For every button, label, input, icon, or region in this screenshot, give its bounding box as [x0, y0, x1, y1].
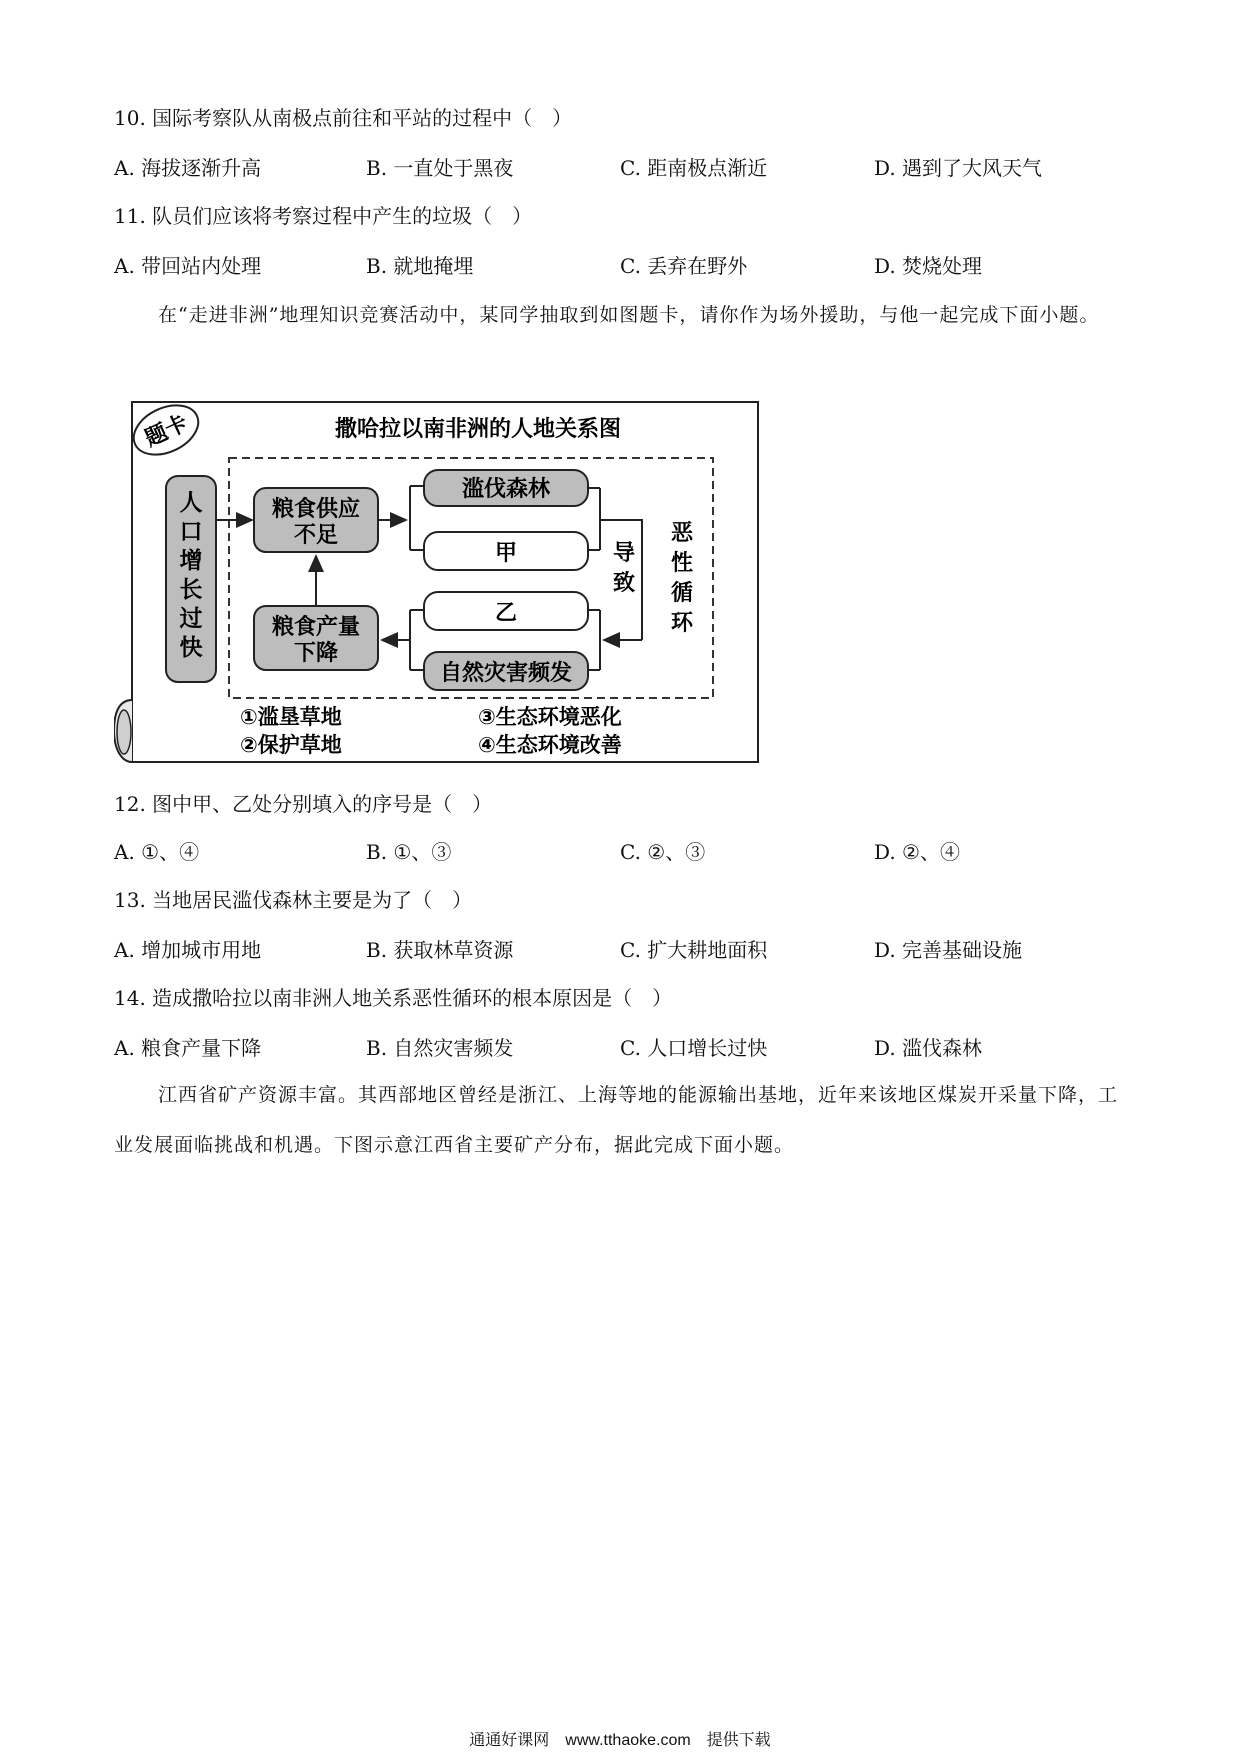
svg-text:致: 致: [612, 571, 636, 596]
question-13-stem: 13. 当地居民滥伐森林主要是为了（ ）: [114, 888, 473, 912]
deforestation-label: 滥伐森林: [461, 477, 551, 502]
jia-label: 甲: [494, 541, 518, 566]
question-11-option-c[interactable]: C. 丢弃在野外: [620, 254, 748, 278]
badge-label: 题卡: [141, 410, 192, 452]
svg-text:长: 长: [179, 577, 203, 603]
question-13-option-a[interactable]: A. 增加城市用地: [114, 938, 262, 962]
question-card-diagram: [114, 400, 762, 766]
card-frame: [132, 402, 758, 762]
svg-text:增: 增: [179, 548, 203, 574]
question-13-option-c[interactable]: C. 扩大耕地面积: [620, 938, 768, 962]
question-13-option-d[interactable]: D. 完善基础设施: [874, 938, 1023, 962]
disasters-label: 自然灾害频发: [439, 661, 573, 686]
svg-text:恶: 恶: [670, 521, 694, 546]
question-10-stem: 10. 国际考察队从南极点前往和平站的过程中（ ）: [114, 106, 573, 130]
question-10-option-d[interactable]: D. 遇到了大风天气: [874, 156, 1043, 180]
svg-text:环: 环: [670, 611, 694, 636]
question-11-option-b[interactable]: B. 就地掩埋: [366, 254, 474, 278]
svg-text:人: 人: [179, 490, 203, 516]
question-10-option-a[interactable]: A. 海拔逐渐升高: [114, 156, 262, 180]
svg-text:不足: 不足: [293, 523, 339, 548]
question-14-option-a[interactable]: A. 粮食产量下降: [114, 1036, 262, 1060]
question-12-option-d[interactable]: D. ②、④: [874, 840, 960, 864]
svg-text:快: 快: [179, 635, 203, 661]
question-11-option-d[interactable]: D. 焚烧处理: [874, 254, 983, 278]
question-11-stem: 11. 队员们应该将考察过程中产生的垃圾（ ）: [114, 204, 533, 228]
question-14-option-b[interactable]: B. 自然灾害频发: [366, 1036, 514, 1060]
svg-text:粮食供应: 粮食供应: [271, 497, 361, 522]
jiangxi-intro-paragraph: 江西省矿产资源丰富。其西部地区曾经是浙江、上海等地的能源输出基地，近年来该地区煤炭开采量下降，工业发展面临挑战和机遇。下图示意江西省主要矿产分布，据此完成下面小题。: [114, 1084, 1119, 1156]
diagram-svg: [114, 400, 762, 766]
question-14-option-d[interactable]: D. 滥伐森林: [874, 1036, 983, 1060]
question-12-option-a[interactable]: A. ①、④: [114, 840, 200, 864]
africa-intro-paragraph: 在“走进非洲”地理知识竞赛活动中，某同学抽取到如图题卡，请你作为场外援助，与他一起完成下面小题。: [158, 304, 1100, 326]
question-10-option-c[interactable]: C. 距南极点渐近: [620, 156, 768, 180]
question-13-option-b[interactable]: B. 获取林草资源: [366, 938, 514, 962]
question-14-stem: 14. 造成撒哈拉以南非洲人地关系恶性循环的根本原因是（ ）: [114, 986, 673, 1010]
legend-item-4: ④生态环境改善: [478, 733, 622, 757]
question-14-option-c[interactable]: C. 人口增长过快: [620, 1036, 768, 1060]
question-12-option-c[interactable]: C. ②、③: [620, 840, 706, 864]
legend-item-1: ①滥垦草地: [240, 705, 342, 729]
svg-text:粮食产量: 粮食产量: [271, 615, 361, 640]
question-12-option-b[interactable]: B. ①、③: [366, 840, 452, 864]
yi-label: 乙: [494, 601, 518, 626]
svg-text:导: 导: [612, 541, 636, 566]
legend-item-2: ②保护草地: [240, 733, 342, 757]
diagram-title: 撒哈拉以南非洲的人地关系图: [334, 417, 622, 442]
question-10-option-b[interactable]: B. 一直处于黑夜: [366, 156, 514, 180]
legend-item-3: ③生态环境恶化: [478, 705, 622, 729]
question-12-stem: 12. 图中甲、乙处分别填入的序号是（ ）: [114, 792, 493, 816]
svg-text:性: 性: [670, 551, 694, 576]
page-footer: 通通好课网 www.tthaoke.com 提供下载: [469, 1732, 771, 1749]
question-11-option-a[interactable]: A. 带回站内处理: [114, 254, 262, 278]
svg-text:过: 过: [179, 606, 203, 632]
svg-text:口: 口: [179, 519, 203, 545]
svg-text:循: 循: [670, 581, 694, 606]
svg-text:下降: 下降: [293, 641, 339, 666]
